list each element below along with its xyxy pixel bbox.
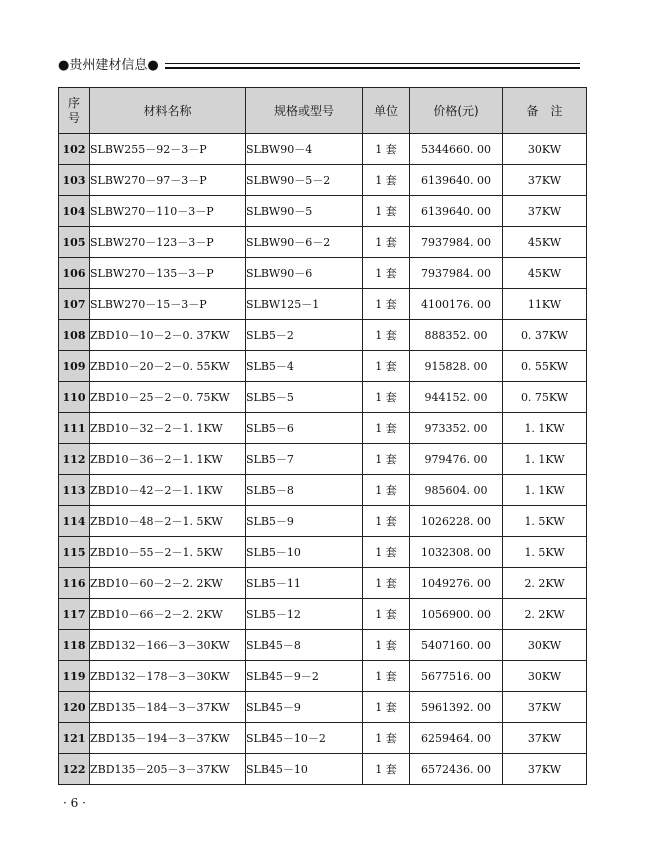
cell-material-name: ZBD10－55－2－1. 5KW xyxy=(90,537,246,568)
publication-title: ●贵州建材信息● xyxy=(58,58,159,73)
column-header-unit: 单位 xyxy=(363,88,410,134)
table-row xyxy=(59,320,587,351)
cell-row-number: 114 xyxy=(59,506,90,537)
table-row xyxy=(59,165,587,196)
cell-note: 1. 5KW xyxy=(503,506,587,537)
cell-spec-model: SLBW90－6－2 xyxy=(246,227,363,258)
cell-note: 1. 1KW xyxy=(503,444,587,475)
cell-row-number: 122 xyxy=(59,754,90,785)
cell-material-name: ZBD10－60－2－2. 2KW xyxy=(90,568,246,599)
cell-unit: 1 套 xyxy=(363,506,410,537)
cell-note: 37KW xyxy=(503,754,587,785)
cell-row-number: 120 xyxy=(59,692,90,723)
cell-spec-model: SLB5－8 xyxy=(246,475,363,506)
cell-row-number: 118 xyxy=(59,630,90,661)
cell-unit: 1 套 xyxy=(363,165,410,196)
cell-note: 45KW xyxy=(503,227,587,258)
cell-note: 1. 1KW xyxy=(503,413,587,444)
cell-note: 30KW xyxy=(503,661,587,692)
table-row xyxy=(59,537,587,568)
column-header-note: 备 注 xyxy=(503,88,587,134)
table-row xyxy=(59,568,587,599)
page-header xyxy=(58,57,580,75)
cell-spec-model: SLB5－10 xyxy=(246,537,363,568)
cell-material-name: ZBD10－42－2－1. 1KW xyxy=(90,475,246,506)
cell-spec-model: SLB45－9－2 xyxy=(246,661,363,692)
cell-price: 973352. 00 xyxy=(410,413,503,444)
cell-unit: 1 套 xyxy=(363,227,410,258)
table-row xyxy=(59,382,587,413)
cell-price: 944152. 00 xyxy=(410,382,503,413)
cell-note: 30KW xyxy=(503,630,587,661)
cell-material-name: SLBW270－15－3－P xyxy=(90,289,246,320)
cell-note: 11KW xyxy=(503,289,587,320)
cell-spec-model: SLBW125－1 xyxy=(246,289,363,320)
cell-spec-model: SLB5－5 xyxy=(246,382,363,413)
cell-material-name: ZBD10－48－2－1. 5KW xyxy=(90,506,246,537)
cell-unit: 1 套 xyxy=(363,444,410,475)
cell-note: 2. 2KW xyxy=(503,568,587,599)
cell-unit: 1 套 xyxy=(363,692,410,723)
cell-material-name: ZBD135－184－3－37KW xyxy=(90,692,246,723)
cell-unit: 1 套 xyxy=(363,599,410,630)
cell-price: 5344660. 00 xyxy=(410,134,503,165)
cell-material-name: ZBD10－66－2－2. 2KW xyxy=(90,599,246,630)
cell-spec-model: SLB5－6 xyxy=(246,413,363,444)
cell-price: 5961392. 00 xyxy=(410,692,503,723)
page-number: · 6 · xyxy=(63,796,86,810)
cell-note: 30KW xyxy=(503,134,587,165)
table-row xyxy=(59,227,587,258)
cell-spec-model: SLBW90－4 xyxy=(246,134,363,165)
table-header-row xyxy=(59,88,587,134)
cell-note: 37KW xyxy=(503,723,587,754)
cell-row-number: 113 xyxy=(59,475,90,506)
table-row xyxy=(59,599,587,630)
cell-material-name: SLBW270－135－3－P xyxy=(90,258,246,289)
cell-note: 1. 1KW xyxy=(503,475,587,506)
cell-price: 6572436. 00 xyxy=(410,754,503,785)
cell-spec-model: SLB5－7 xyxy=(246,444,363,475)
cell-price: 1049276. 00 xyxy=(410,568,503,599)
cell-unit: 1 套 xyxy=(363,537,410,568)
cell-unit: 1 套 xyxy=(363,382,410,413)
cell-note: 37KW xyxy=(503,196,587,227)
cell-row-number: 109 xyxy=(59,351,90,382)
cell-material-name: ZBD135－194－3－37KW xyxy=(90,723,246,754)
cell-row-number: 108 xyxy=(59,320,90,351)
cell-price: 7937984. 00 xyxy=(410,258,503,289)
cell-material-name: ZBD10－32－2－1. 1KW xyxy=(90,413,246,444)
cell-spec-model: SLBW90－6 xyxy=(246,258,363,289)
column-header-price: 价格(元) xyxy=(410,88,503,134)
cell-spec-model: SLB5－2 xyxy=(246,320,363,351)
cell-material-name: SLBW270－97－3－P xyxy=(90,165,246,196)
cell-unit: 1 套 xyxy=(363,413,410,444)
cell-row-number: 103 xyxy=(59,165,90,196)
cell-material-name: SLBW270－110－3－P xyxy=(90,196,246,227)
cell-price: 979476. 00 xyxy=(410,444,503,475)
cell-material-name: SLBW270－123－3－P xyxy=(90,227,246,258)
cell-price: 1032308. 00 xyxy=(410,537,503,568)
cell-spec-model: SLB45－9 xyxy=(246,692,363,723)
cell-row-number: 112 xyxy=(59,444,90,475)
cell-unit: 1 套 xyxy=(363,661,410,692)
cell-row-number: 115 xyxy=(59,537,90,568)
cell-spec-model: SLB45－10 xyxy=(246,754,363,785)
table-row xyxy=(59,630,587,661)
table-row xyxy=(59,661,587,692)
cell-row-number: 119 xyxy=(59,661,90,692)
cell-unit: 1 套 xyxy=(363,630,410,661)
table-row xyxy=(59,134,587,165)
cell-row-number: 102 xyxy=(59,134,90,165)
cell-price: 5677516. 00 xyxy=(410,661,503,692)
cell-price: 985604. 00 xyxy=(410,475,503,506)
cell-unit: 1 套 xyxy=(363,289,410,320)
cell-price: 1056900. 00 xyxy=(410,599,503,630)
cell-price: 6139640. 00 xyxy=(410,165,503,196)
cell-material-name: ZBD10－36－2－1. 1KW xyxy=(90,444,246,475)
column-header-name: 材料名称 xyxy=(90,88,246,134)
cell-material-name: ZBD132－178－3－30KW xyxy=(90,661,246,692)
table-row xyxy=(59,692,587,723)
cell-row-number: 104 xyxy=(59,196,90,227)
cell-price: 888352. 00 xyxy=(410,320,503,351)
cell-unit: 1 套 xyxy=(363,134,410,165)
table-row xyxy=(59,196,587,227)
cell-unit: 1 套 xyxy=(363,568,410,599)
header-rule-thin xyxy=(165,63,580,64)
table-row xyxy=(59,413,587,444)
cell-unit: 1 套 xyxy=(363,258,410,289)
cell-unit: 1 套 xyxy=(363,754,410,785)
column-header-no: 序 号 xyxy=(59,88,90,134)
cell-row-number: 116 xyxy=(59,568,90,599)
cell-spec-model: SLB5－12 xyxy=(246,599,363,630)
table-row xyxy=(59,258,587,289)
cell-row-number: 121 xyxy=(59,723,90,754)
table-row xyxy=(59,506,587,537)
cell-material-name: ZBD10－10－2－0. 37KW xyxy=(90,320,246,351)
cell-spec-model: SLB5－9 xyxy=(246,506,363,537)
table-row xyxy=(59,754,587,785)
cell-note: 0. 55KW xyxy=(503,351,587,382)
cell-price: 7937984. 00 xyxy=(410,227,503,258)
cell-unit: 1 套 xyxy=(363,723,410,754)
cell-note: 37KW xyxy=(503,165,587,196)
cell-note: 37KW xyxy=(503,692,587,723)
cell-unit: 1 套 xyxy=(363,196,410,227)
cell-spec-model: SLBW90－5 xyxy=(246,196,363,227)
header-rule-thick xyxy=(165,67,580,69)
column-header-spec: 规格或型号 xyxy=(246,88,363,134)
cell-price: 6139640. 00 xyxy=(410,196,503,227)
cell-note: 45KW xyxy=(503,258,587,289)
cell-price: 1026228. 00 xyxy=(410,506,503,537)
cell-material-name: SLBW255－92－3－P xyxy=(90,134,246,165)
cell-material-name: ZBD10－25－2－0. 75KW xyxy=(90,382,246,413)
cell-spec-model: SLBW90－5－2 xyxy=(246,165,363,196)
cell-material-name: ZBD132－166－3－30KW xyxy=(90,630,246,661)
cell-material-name: ZBD10－20－2－0. 55KW xyxy=(90,351,246,382)
cell-price: 5407160. 00 xyxy=(410,630,503,661)
cell-spec-model: SLB45－8 xyxy=(246,630,363,661)
cell-note: 2. 2KW xyxy=(503,599,587,630)
cell-row-number: 117 xyxy=(59,599,90,630)
table-row xyxy=(59,351,587,382)
price-table xyxy=(58,87,587,785)
cell-spec-model: SLB5－4 xyxy=(246,351,363,382)
table-row xyxy=(59,723,587,754)
cell-price: 4100176. 00 xyxy=(410,289,503,320)
cell-note: 1. 5KW xyxy=(503,537,587,568)
cell-unit: 1 套 xyxy=(363,320,410,351)
cell-row-number: 106 xyxy=(59,258,90,289)
cell-note: 0. 75KW xyxy=(503,382,587,413)
cell-note: 0. 37KW xyxy=(503,320,587,351)
cell-unit: 1 套 xyxy=(363,475,410,506)
cell-spec-model: SLB45－10－2 xyxy=(246,723,363,754)
cell-row-number: 107 xyxy=(59,289,90,320)
cell-row-number: 110 xyxy=(59,382,90,413)
cell-price: 915828. 00 xyxy=(410,351,503,382)
table-row xyxy=(59,444,587,475)
cell-spec-model: SLB5－11 xyxy=(246,568,363,599)
cell-row-number: 111 xyxy=(59,413,90,444)
table-row xyxy=(59,475,587,506)
cell-row-number: 105 xyxy=(59,227,90,258)
cell-unit: 1 套 xyxy=(363,351,410,382)
table-row xyxy=(59,289,587,320)
cell-price: 6259464. 00 xyxy=(410,723,503,754)
cell-material-name: ZBD135－205－3－37KW xyxy=(90,754,246,785)
